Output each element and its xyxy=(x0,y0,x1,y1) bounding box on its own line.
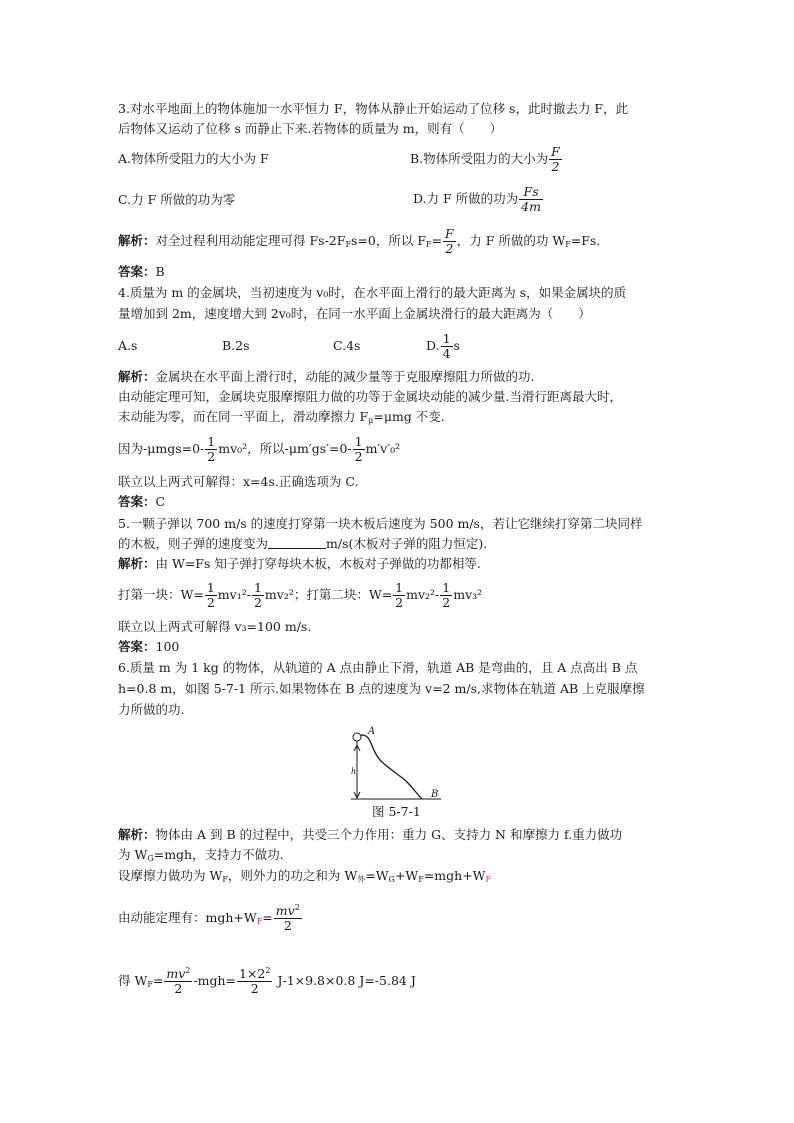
label-h: h xyxy=(351,767,357,776)
q4-analysis-line1: 解析：金属块在水平面上滑行时，动能的减少量等于克服摩擦阻力所做的功. xyxy=(118,369,535,384)
q6-stem-line2: h=0.8 m，如图 5-7-1 所示.如果物体在 B 点的速度为 v=2 m/s,求物体在轨道 AB 上克服摩擦 xyxy=(118,681,645,696)
q4-stem-line1: 4.质量为 m 的金属块，当初速度为 v₀时，在水平面上滑行的最大距离为 s，如果金属块的质 xyxy=(118,285,627,300)
q4-option-d: D. $\frac{1}{4}$ s xyxy=(426,330,460,361)
q4-analysis-line3: 末动能为零，而在同一平面上，滑动摩擦力 $F_\mu=\mu mg$ 不变. xyxy=(118,409,445,425)
block-circle xyxy=(353,733,361,741)
q4-option-c: C.4s xyxy=(333,338,361,353)
q4-stem-line2: 量增加到 2m，速度增大到 2v₀时，在同一水平面上金属块滑行的最大距离为（ ） xyxy=(118,306,591,321)
q4-answer: 答案：C xyxy=(118,494,166,509)
q4-equation: 因为-μmgs=0- $\frac{1}{2}$ mv₀²，所以-μm′gs′=0- $\frac{1}{2}$ m′v′₀² xyxy=(118,433,401,464)
q4-option-b: B.2s xyxy=(222,338,250,353)
q4-option-a: A.s xyxy=(118,338,138,353)
q4-analysis-line2: 由动能定理可知，金属块克服摩擦阻力做的功等于金属块动能的减少量.当滑行距离最大时， xyxy=(118,389,622,404)
q3-option-d: D.力 F 所做的功为 $\frac{Fs}{4m}$ xyxy=(413,183,541,214)
q3-answer: 答案：B xyxy=(118,264,165,279)
answer-blank[interactable] xyxy=(268,536,326,549)
q6-analysis-line3: 设摩擦力做功为 $W_F$，则外力的功之和为 $W_外=W_G+W_F=mgh+W_F$ xyxy=(118,868,492,884)
q6-theorem: 由动能定理有：$mgh+W_F=$ $\frac{mv^2}{2}$ xyxy=(118,902,300,933)
q5-stem-line1: 5.一颗子弹以 700 m/s 的速度打穿第一块木板后速度为 500 m/s，若让它继续打穿第二块同样 xyxy=(118,516,643,531)
q3-analysis: 解析：对全过程利用动能定理可得 $Fs-2F_Fs=0$，所以 $F_F=$ $\frac{F}{2}$ ，力 F 所做的功 $W_F=Fs$. xyxy=(118,225,601,256)
label-a: A xyxy=(368,726,376,737)
q5-stem-line2: 的木板，则子弹的速度变为 m/s(木板对子弹的阻力恒定). xyxy=(118,536,488,551)
q6-stem-line1: 6.质量 m 为 1 kg 的物体，从轨道的 A 点由静止下滑，轨道 AB 是弯曲的，且 A 点高出 B 点 xyxy=(118,660,638,675)
q3-option-b: B.物体所受阻力的大小为 $\frac{F}{2}$ xyxy=(410,143,560,174)
q3-stem-line2: 后物体又运动了位移 s 而静止下来.若物体的质量为 m，则有（ ） xyxy=(118,121,503,136)
q6-analysis-line2: 为 $W_G=mgh$，支持力不做功. xyxy=(118,847,284,863)
track-figure xyxy=(345,724,445,804)
q3-stem-line1: 3.对水平地面上的物体施加一水平恒力 F，物体从静止开始运动了位移 s，此时撤去力 F，此 xyxy=(118,101,629,116)
q5-analysis-line1: 解析：由 W=Fs 知子弹打穿每块木板，木板对子弹做的功都相等. xyxy=(118,556,481,571)
curved-track xyxy=(361,735,422,799)
label-b: B xyxy=(431,789,439,800)
q5-conclusion: 联立以上两式可解得 v₃=100 m/s. xyxy=(118,619,312,634)
q5-answer: 答案：100 xyxy=(118,639,180,654)
q6-result: 得 $W_F=$ $\frac{mv^2}{2}$ -mgh= $\frac{1\times 2^2}{2}$ J-1×9.8×0.8 J=-5.84 J xyxy=(118,965,416,996)
q3-option-a: A.物体所受阻力的大小为 F xyxy=(118,151,269,166)
q6-stem-line3: 力所做的功. xyxy=(118,702,185,717)
figure-caption: 图 5-7-1 xyxy=(372,804,421,819)
q4-conclusion: 联立以上两式可解得：x=4s.正确选项为 C. xyxy=(118,474,359,489)
q3-option-c: C.力 F 所做的功为零 xyxy=(118,192,236,207)
q5-equations: 打第一块：W= $\frac{1}{2}$ mv₁²- $\frac{1}{2}$ mv₂²；打第二块：W= $\frac{1}{2}$ mv₂²- $\frac{1}{2}$ mv₃² xyxy=(118,579,483,610)
q6-analysis-line1: 解析：物体由 A 到 B 的过程中，共受三个力作用：重力 G、支持力 N 和摩擦力 f.重力做功 xyxy=(118,827,623,842)
